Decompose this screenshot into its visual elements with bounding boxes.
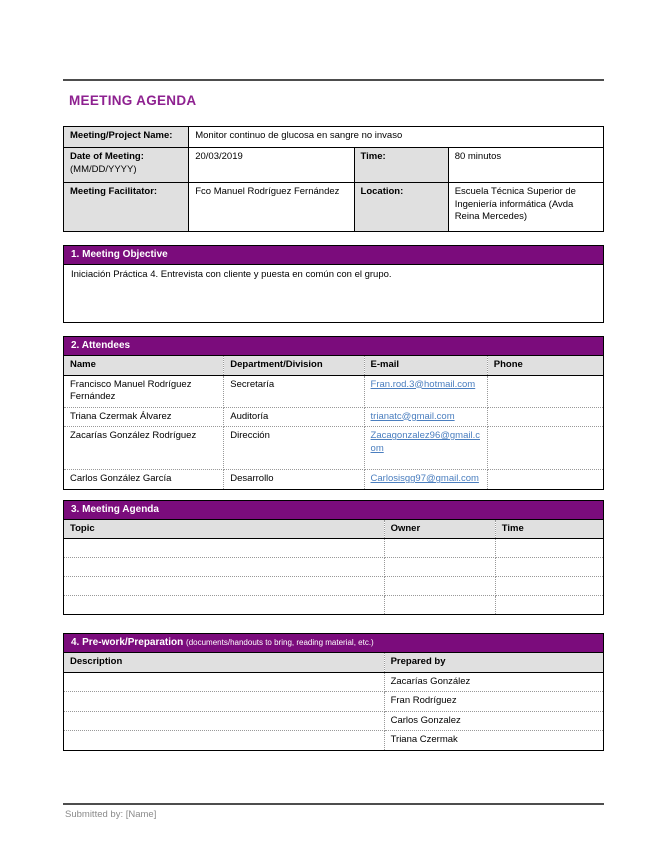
table-row bbox=[64, 127, 604, 148]
prework-prepared-by-cell: Fran Rodríguez bbox=[384, 692, 603, 712]
attendee-email-link[interactable]: Fran.rod.3@hotmail.com bbox=[370, 378, 476, 390]
prework-header-row bbox=[64, 653, 604, 673]
column-header-phone: Phone bbox=[487, 356, 603, 376]
attendee-name: Zacarías González Rodríguez bbox=[64, 427, 224, 470]
time-value: 80 minutos bbox=[448, 148, 603, 183]
prework-description-cell bbox=[64, 672, 385, 692]
column-header-topic: Topic bbox=[64, 519, 385, 539]
prework-prepared-by-cell: Triana Czermak bbox=[384, 731, 603, 751]
attendee-name: Triana Czermak Álvarez bbox=[64, 407, 224, 427]
facilitator-value: Fco Manuel Rodríguez Fernández bbox=[189, 183, 354, 232]
attendee-department: Secretaría bbox=[224, 375, 364, 407]
attendees-table bbox=[63, 355, 604, 490]
section-meeting-agenda bbox=[63, 500, 604, 616]
section-meeting-objective bbox=[63, 245, 604, 323]
section-1-header: 1. Meeting Objective bbox=[63, 245, 604, 264]
attendee-phone bbox=[487, 470, 603, 490]
table-row bbox=[64, 427, 604, 470]
agenda-time-cell bbox=[495, 596, 603, 615]
section-2-header: 2. Attendees bbox=[63, 336, 604, 355]
section-4-header bbox=[63, 633, 604, 652]
table-row bbox=[64, 407, 604, 427]
attendee-phone bbox=[487, 375, 603, 407]
top-rule bbox=[63, 79, 604, 81]
prework-description-cell bbox=[64, 711, 385, 731]
location-label: Location: bbox=[354, 183, 448, 232]
attendee-department: Dirección bbox=[224, 427, 364, 470]
date-label bbox=[64, 148, 189, 183]
table-row bbox=[64, 148, 604, 183]
prework-prepared-by-cell: Carlos Gonzalez bbox=[384, 711, 603, 731]
attendee-email-link[interactable]: trianatc@gmail.com bbox=[370, 410, 455, 422]
attendee-name: Carlos González García bbox=[64, 470, 224, 490]
column-header-prepared-by: Prepared by bbox=[384, 653, 603, 673]
column-header-name: Name bbox=[64, 356, 224, 376]
agenda-time-cell bbox=[495, 577, 603, 596]
document-footer bbox=[63, 803, 604, 820]
table-row bbox=[64, 577, 604, 596]
prework-table bbox=[63, 652, 604, 751]
prework-description-cell bbox=[64, 692, 385, 712]
attendee-phone bbox=[487, 427, 603, 470]
table-row bbox=[64, 711, 604, 731]
table-row bbox=[64, 558, 604, 577]
meeting-info-table bbox=[63, 126, 604, 232]
agenda-topic-cell bbox=[64, 596, 385, 615]
facilitator-label: Meeting Facilitator: bbox=[64, 183, 189, 232]
date-value: 20/03/2019 bbox=[189, 148, 354, 183]
agenda-owner-cell bbox=[384, 539, 495, 558]
prework-description-cell bbox=[64, 731, 385, 751]
meeting-name-label: Meeting/Project Name: bbox=[64, 127, 189, 148]
location-value: Escuela Técnica Superior de Ingeniería informática (Avda Reina Mercedes) bbox=[448, 183, 603, 232]
meeting-agenda-document bbox=[63, 0, 604, 820]
column-header-description: Description bbox=[64, 653, 385, 673]
table-row bbox=[64, 375, 604, 407]
table-row bbox=[64, 470, 604, 490]
attendee-phone bbox=[487, 407, 603, 427]
meeting-name-value: Monitor continuo de glucosa en sangre no invaso bbox=[189, 127, 604, 148]
table-row bbox=[64, 731, 604, 751]
attendees-header-row bbox=[64, 356, 604, 376]
agenda-topic-cell bbox=[64, 558, 385, 577]
table-row bbox=[64, 183, 604, 232]
agenda-owner-cell bbox=[384, 596, 495, 615]
column-header-department: Department/Division bbox=[224, 356, 364, 376]
agenda-topic-cell bbox=[64, 539, 385, 558]
date-format-note: (MM/DD/YYYY) bbox=[70, 163, 137, 175]
attendee-department: Desarrollo bbox=[224, 470, 364, 490]
agenda-time-cell bbox=[495, 558, 603, 577]
column-header-email: E-mail bbox=[364, 356, 487, 376]
attendee-email-link[interactable]: Zacagonzalez96@gmail.com bbox=[370, 430, 480, 454]
agenda-time-cell bbox=[495, 539, 603, 558]
agenda-header-row bbox=[64, 519, 604, 539]
date-label-text: Date of Meeting: bbox=[70, 151, 144, 162]
agenda-topic-cell bbox=[64, 577, 385, 596]
time-label: Time: bbox=[354, 148, 448, 183]
table-row bbox=[64, 539, 604, 558]
section-attendees bbox=[63, 336, 604, 490]
table-row bbox=[64, 596, 604, 615]
section-3-header: 3. Meeting Agenda bbox=[63, 500, 604, 519]
objective-text: Iniciación Práctica 4. Entrevista con cliente y puesta en común con el grupo. bbox=[63, 264, 604, 323]
section-4-header-note: (documents/handouts to bring, reading material, etc.) bbox=[186, 638, 374, 648]
attendee-department: Auditoría bbox=[224, 407, 364, 427]
prework-prepared-by-cell: Zacarías González bbox=[384, 672, 603, 692]
submitted-by-text: Submitted by: [Name] bbox=[65, 808, 157, 820]
table-row bbox=[64, 672, 604, 692]
agenda-owner-cell bbox=[384, 558, 495, 577]
attendee-email-link[interactable]: Carlosisgg97@gmail.com bbox=[370, 473, 479, 485]
table-row bbox=[64, 692, 604, 712]
page-title: MEETING AGENDA bbox=[69, 93, 197, 108]
agenda-table bbox=[63, 519, 604, 616]
attendee-name: Francisco Manuel Rodríguez Fernández bbox=[64, 375, 224, 407]
bottom-rule bbox=[63, 803, 604, 805]
agenda-owner-cell bbox=[384, 577, 495, 596]
column-header-time: Time bbox=[495, 519, 603, 539]
section-prework bbox=[63, 633, 604, 751]
section-4-header-title: 4. Pre-work/Preparation bbox=[71, 637, 184, 649]
column-header-owner: Owner bbox=[384, 519, 495, 539]
